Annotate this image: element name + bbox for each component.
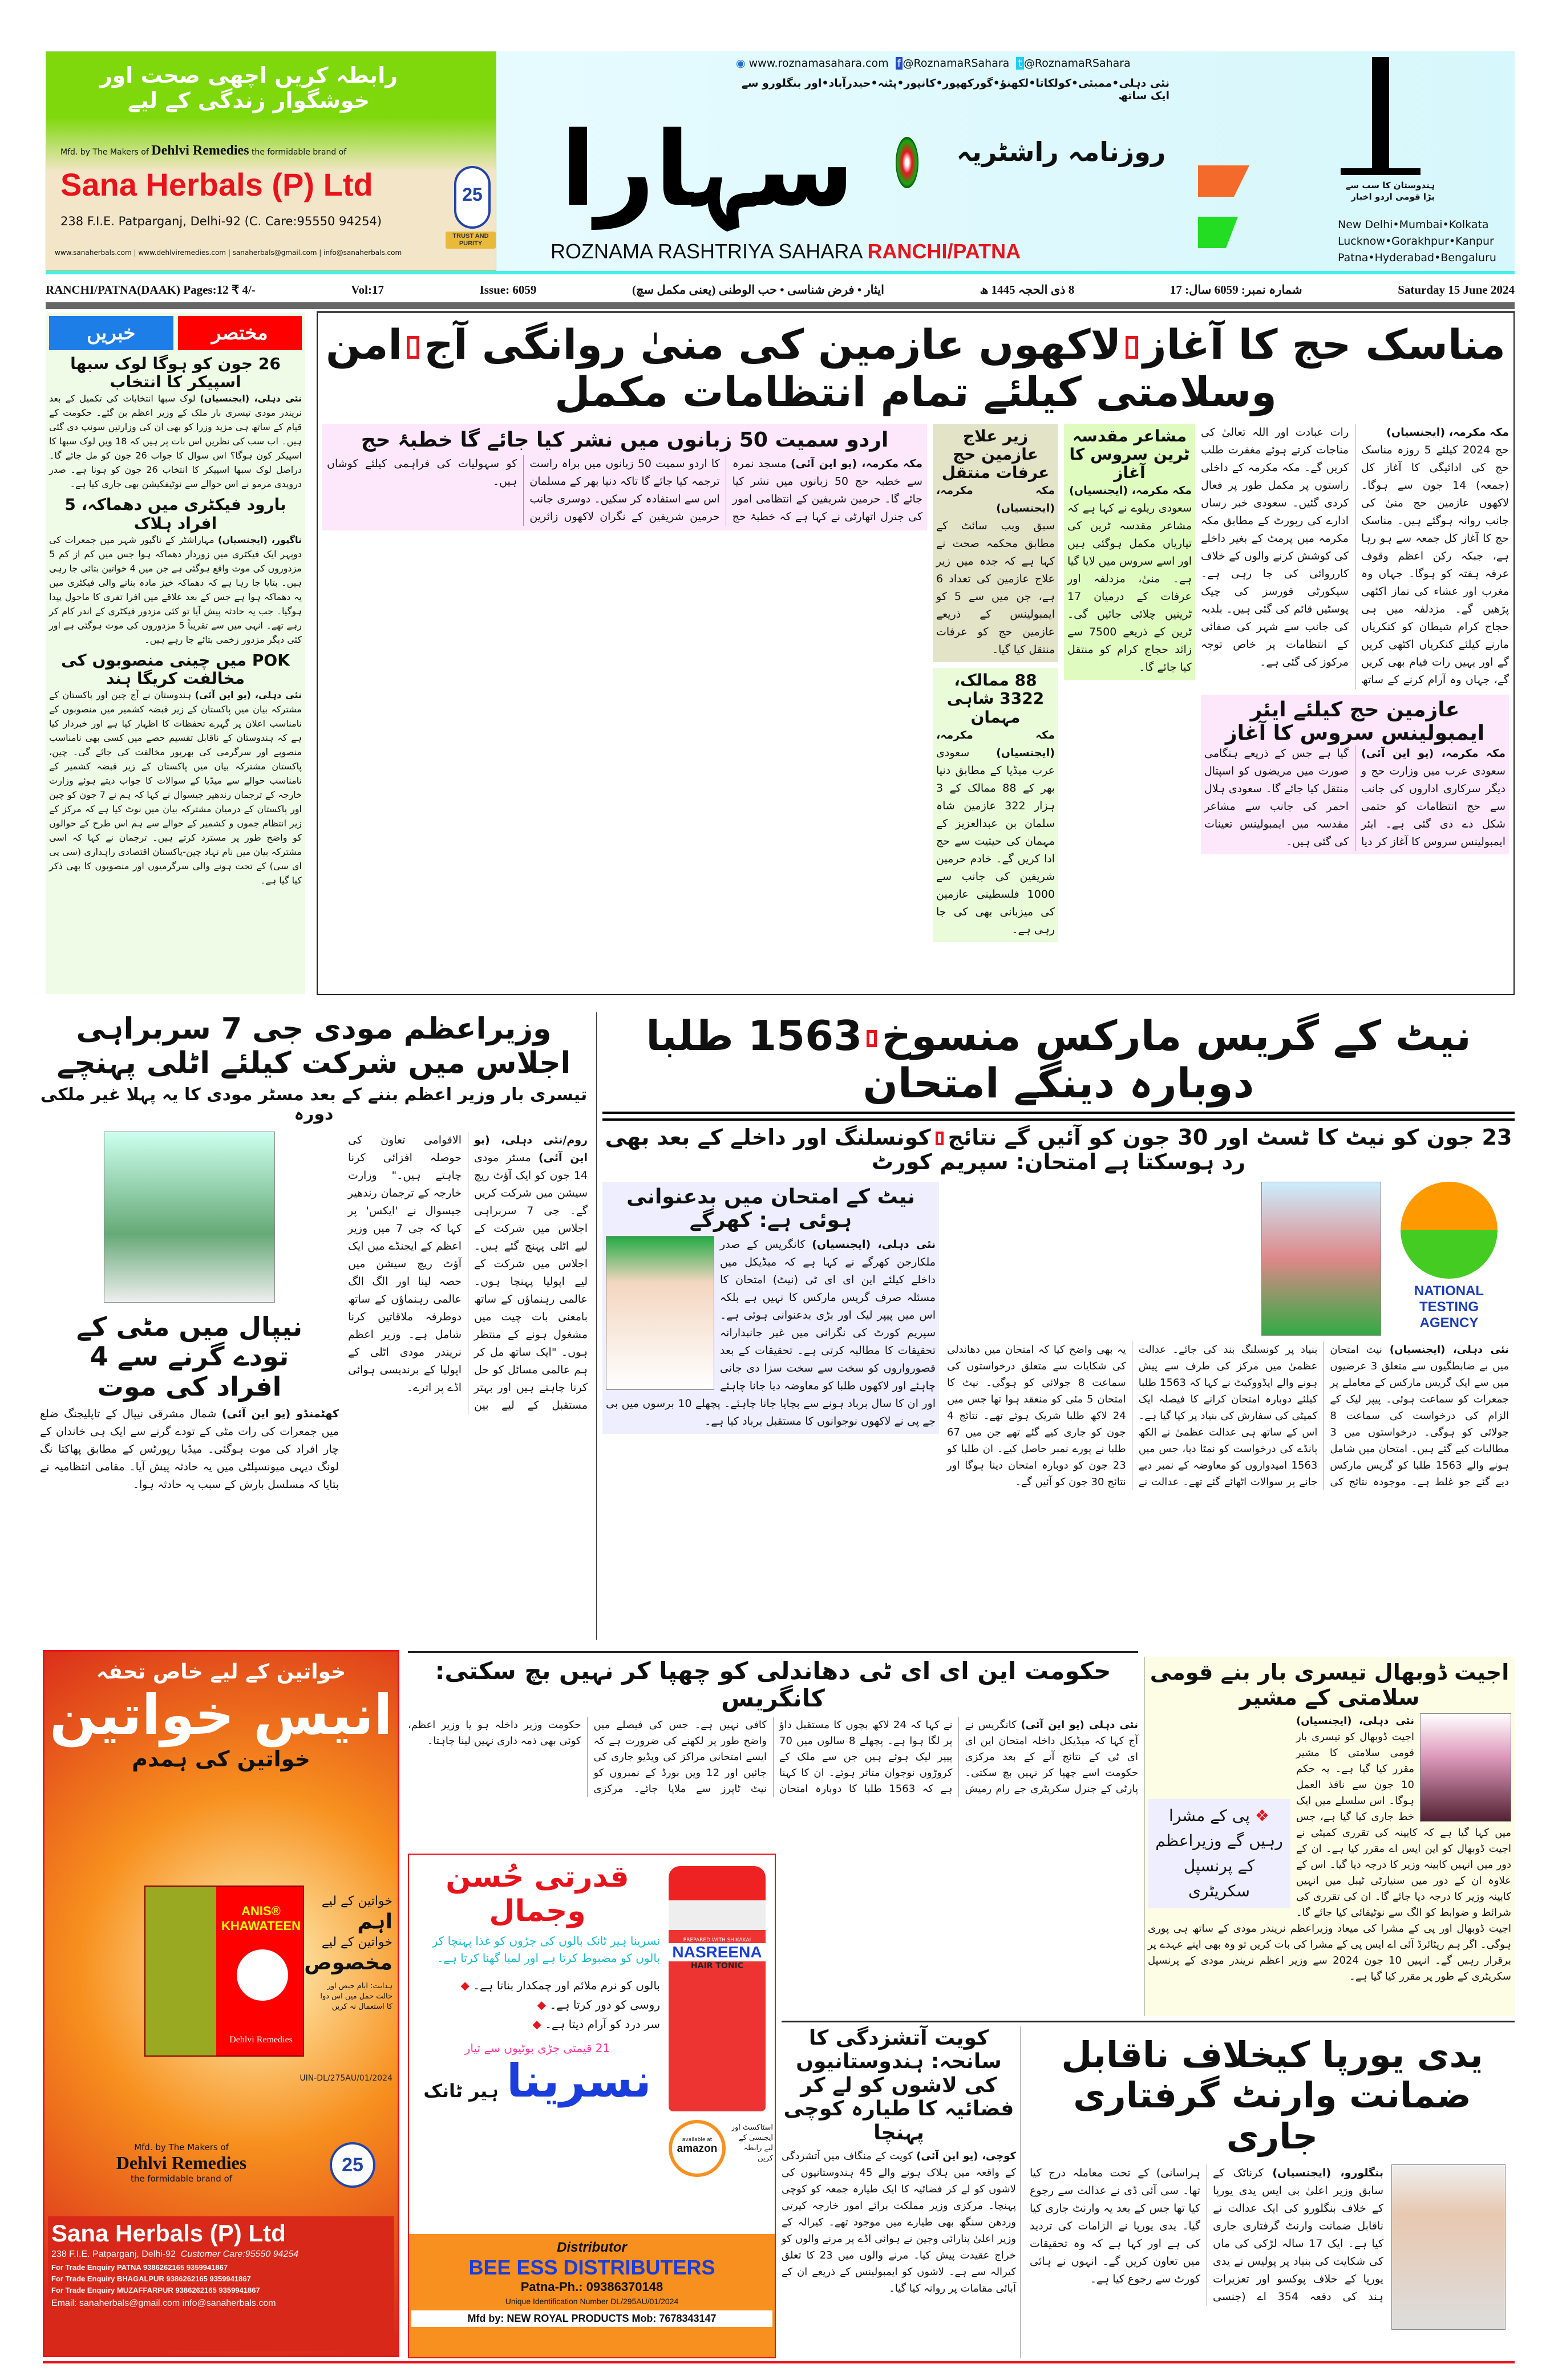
- nepal-story: [40, 1308, 339, 1494]
- edition-line: Patna•Hyderabad•Bengaluru: [1338, 252, 1496, 264]
- nta-check-icon: [1401, 1182, 1498, 1279]
- manufacturer: Mfd by: NEW ROYAL PRODUCTS Mob: 7678343147: [411, 2310, 772, 2327]
- dateline-rule: [46, 302, 1515, 309]
- neet-subhead: [602, 1125, 1515, 1175]
- distributor-block: [409, 2234, 775, 2357]
- text: بالوں کو نرم ملائم اور چمکدار بناتا ہے۔: [473, 1978, 660, 1992]
- congress-body: [408, 1717, 1138, 1797]
- hajj-lead-body: [1201, 424, 1509, 689]
- body-text: حج 2024 کیلئے 5 روزہ مناسک حج کی ادائیگی کا آغاز کل (جمعہ) 14 جون سے ہوگا۔ لاکھوں عازمین حج منیٰ کی جانب روانہ ہوگئے ہیں۔ مناسک حج کا آغاز کل جمعہ سے ہو رہا ہے، جبکہ رکن اعظم وقوف عرفہ ہفتہ کو ہوگا۔ جہاں وہ مغرب اور عشاء کی نماز اکٹھی پڑھیں گے۔ مزدلفہ میں ہی حجاج کرام شیطان کو کنکریاں مارنے کیلئے کنکریاں اکٹھی کریں گے اور یہیں رات قیام بھی کریں گے، جہاں وہ آرام کرنے کے ساتھ رات عبادت اور اللہ تعالیٰ کی مناجات کرتے ہوئے مغفرت طلب کریں گے۔ مکہ مکرمہ کے داخلی راستوں پر مکمل طور پر فعال کردی گئیں۔ سعودی خبر رساں ادارے کی رپورٹ کے مطابق مکہ مکرمہ میں پرمٹ کے بغیر داخلے کی کوشش کرنے والوں کے خلاف کارروائی کی جا رہی ہے۔ سیکورٹی فورسز کی چیک پوسٹیں قائم کی گئی ہیں۔ بلدیہ کی جانب سے شہر کی صفائی کے انتظامات پر خاص توجہ مرکوز کی گئی ہے۔: [1201, 425, 1509, 686]
- text: For Trade Enquiry: [51, 2274, 115, 2283]
- formidable-text: the formidable brand of: [130, 2174, 233, 2184]
- text: 9359941867: [186, 2263, 228, 2272]
- sub-body: [936, 482, 1055, 659]
- bullet: سر درد کو آرام دیتا ہے۔ ◆: [532, 2017, 660, 2031]
- sub-headline: اردو سمیت 50 زبانوں میں نشر کیا جائے گا خطبۂ حج: [361, 428, 889, 452]
- nta-name: NATIONAL TESTING AGENCY: [1414, 1283, 1484, 1331]
- box-face-icon: [237, 1949, 288, 2001]
- ad-uin: Unique Identification Number DL/295AU/01/2024: [505, 2297, 679, 2306]
- text: For Trade Enquiry: [51, 2263, 115, 2272]
- english-name-text: ROZNAMA RASHTRIYA SAHARA: [551, 240, 862, 263]
- ad-tagline: رابطہ کریں اچھی صحت اور خوشگوار زندگی کے لیے: [99, 63, 398, 113]
- edition-price: RANCHI/PATNA(DAAK) Pages:12 ₹ 4/-: [46, 282, 256, 297]
- dateline: روم/نئی دہلی، (یو این آئی): [474, 1133, 588, 1164]
- body-text: اجیت ڈوبھال کو تیسری بار قومی سلامتی کا مشیر مقرر کیا گیا ہے۔ یہ حکم 10 جون سے نافذ العمل ہوگا۔ اس سلسلے میں ایک خط جاری کیا گیا ہے، جس میں کہا گیا ہے کہ کابینہ کی تقرری کمیٹی نے اجیت ڈوبھال کو این ایس اے مقرر کیا ہے۔ ان کے دور میں انہیں کابینہ وزیر کا درجہ دیا گیا۔ اس کے علاوہ ان کے دور میں سنیارٹی ٹیبل میں انہیں کابینہ وزیر کا درجہ دیا جائے گا۔ ان کی تقرری کی شرائط و ضوابط کو الگ سے نوٹیفائی کیا جائے گا۔ اجیت ڈوبھال اور پی کے مشرا کی میعاد وزیراعظم نریندر مودی کے ساتھ ہی پوری ہوگی۔ اگر ہم ریٹائرڈ آئی اے ایس پی کے مشرا کی بات کریں تو وہ بھی اپنے عہدے پر برقرار رہیں گے۔ انہیں 10 جون 2024 سے وزیر اعظم نریندر مودی کے پرنسپل سکریٹری کے طور پر مقرر کیا گیا ہے۔: [1148, 1731, 1511, 1983]
- edition-line: Lucknow•Gorakhpur•Kanpur: [1338, 235, 1494, 248]
- headline-part: مناسک حج کا آغاز: [1143, 321, 1506, 368]
- dateline: نئی دہلی (یو این آئی): [1021, 1718, 1138, 1731]
- sahara-logo: سہارا: [560, 110, 855, 229]
- hair-tonic-bottle: [669, 1866, 766, 2111]
- nepal-body: [40, 1405, 339, 1494]
- side-line: خواتین کے لیے: [321, 1935, 392, 1949]
- twitter-handle[interactable]: @RoznamaRSahara: [1023, 57, 1131, 70]
- hajj-headline: [322, 318, 1509, 424]
- dateline: مکہ مکرمہ، (ایجنسیاں): [1386, 425, 1509, 439]
- red-square-icon: [407, 336, 419, 359]
- volume: Vol:17: [351, 282, 384, 297]
- kuwait-body: [782, 2148, 1016, 2297]
- supreme-court-photo: [1261, 1182, 1381, 1336]
- body-text: شمال مشرقی نیپال کے تاپلیجنگ ضلع میں جمعرات کی رات مٹی کے تودے گرنے سے ایک ہی خاندان کے چار افراد کی موت ہوگئی۔ میڈیا رپورٹس کے مطابق پھاکتا نگ لونگ دیہی میونسپلٹی میں یہ حادثہ پیش آیا۔ مقامی انتظامیہ نے بتایا کہ مسلسل بارش کے سبب یہ حادثہ ہوا۔: [40, 1408, 339, 1491]
- edition-line: New Delhi•Mumbai•Kolkata: [1338, 218, 1489, 231]
- bottle-sub: HAIR TONIC: [690, 1961, 744, 1971]
- modi-left-column: [40, 1132, 339, 1494]
- text: 9386262165: [166, 2274, 208, 2283]
- red-square-icon: [867, 1030, 877, 1047]
- ad-uin: UIN-DL/275AU/01/2024: [300, 2074, 392, 2083]
- company-name: Sana Herbals (P) Ltd: [51, 2220, 286, 2247]
- dateline-bar: [46, 278, 1515, 301]
- ad-footer: [48, 2216, 394, 2351]
- hajj-middle-column: [933, 424, 1058, 942]
- brand-text: Dehlvi Remedies: [116, 2152, 247, 2173]
- body-text: نیٹ امتحان میں بے ضابطگیوں سے متعلق 3 عرضیوں میں سے ایک گریس مارکس کے معاملے پر جمعرات کو سماعت ہوئی۔ پیپر لیک کے الزام کی درخواست کی سماعت 8 جولائی کو ہوگی۔ درخواستوں میں 3 مطالبات کیے گئے ہیں۔ امتحان میں شامل ہونے والے 1563 طلبا کو گریس مارکس دیے گئے جو غلط ہے۔ موجودہ نتائج کی بنیاد پر کونسلنگ بند کی جائے۔ عدالت عظمیٰ میں مرکز کی طرف سے پیش ہونے والے ایڈووکیٹ نے کہا کہ 1563 طلبا کیلئے دوبارہ امتحان کرانے کا فیصلہ ایک کمیٹی کی سفارش کی بنیاد پر کیا گیا ہے۔ اس کے ساتھ ہی عدالت عظمیٰ نے الکھ پانڈے کی درخواست کو نمٹا دیا، جس میں 1563 امیدواروں کو معاوضہ کے نمبر دیے جانے پر سوالات اٹھائے گئے تھے۔ عدالت نے یہ بھی واضح کیا کہ امتحان میں دھاندلی کی شکایات سے متعلق درخواستوں کی سماعت 8 جولائی کو ہوگی۔ نیٹ کا امتحان 5 مئی کو منعقد ہوا تھا جس میں 24 لاکھ طلبا شریک ہوئے تھے۔ نتائج 4 جون کو جاری کیے گئے تھے جن میں 67 طلبا نے پورے نمبر حاصل کیے۔ ان طلبا کو 23 جون کو دوبارہ امتحان دینا ہوگا اور نتائج 30 جون کو آئیں گے۔: [947, 1343, 1509, 1488]
- sun-emblem: [896, 137, 918, 188]
- logo-stroke: [1372, 57, 1389, 171]
- hajj-right-column: [1201, 424, 1509, 855]
- kharge-headline: نیٹ کے امتحان میں بدعنوانی ہوئی ہے: کھرگے: [626, 1185, 915, 1232]
- side-line: مخصوص: [304, 1951, 392, 1974]
- website-link[interactable]: www.roznamasahara.com: [748, 57, 889, 70]
- hajj-patients-story: [933, 424, 1058, 663]
- sub-logo-urdu: روزنامہ راشٹریہ: [956, 136, 1166, 167]
- nta-logo: [1389, 1182, 1509, 1336]
- brief-story: [49, 651, 302, 887]
- facebook-icon: f: [896, 57, 903, 70]
- facebook-handle[interactable]: @RoznamaRSahara: [903, 57, 1010, 70]
- modi-headline: وزیراعظم مودی جی 7 سربراہی اجلاس میں شرکت کیلئے اٹلی پہنچے: [56, 1012, 571, 1080]
- sub-body: [327, 455, 922, 526]
- brand-urdu: نسرینا: [506, 2054, 651, 2107]
- distributor-name: BEE ESS DISTRIBUTERS: [468, 2256, 715, 2279]
- address-line: [51, 2249, 391, 2260]
- body-text: کانگریس نے آج کہا کہ میڈیکل داخلہ امتحان این ای ای ٹی کے نتائج آنے کے بعد مرکزی حکومت اسے چھپا کر نہیں بچ سکتی۔ پارٹی کے جنرل سکریٹری جے رام رمیش نے کہا کہ 24 لاکھ بچوں کا مستقبل داؤ پر لگا ہوا ہے۔ پچھلے 8 سالوں میں 70 پیپر لیک ہوئے ہیں جن سے ملک کے کروڑوں نوجوان متاثر ہوئے۔ ان کا کہنا ہے کہ 1563 طلبا کا دوبارہ امتحان کافی نہیں ہے۔ جس کی فیصلے میں واضح طور پر لکھنے کی ضرورت ہے کہ ایسے امتحانی مراکز کی ویڈیو جاری کی جائیں اور 12 ویں بورڈ کے نمبروں کو نیٹ ٹاپرز سے ملایا جائے۔ مرکزی حکومت وزیر داخلہ ہو یا وزیر اعظم، کوئی بھی ذمہ داری نہیں لینا چاہتا۔: [408, 1718, 1138, 1795]
- modi-photo: [104, 1132, 275, 1303]
- ad-top: خواتین کے لیے خاص تحفہ: [96, 1660, 346, 1684]
- hajj-ambulance-story: [1201, 695, 1509, 855]
- sub-headline: زیر علاج عازمین حج عرفات منتقل: [941, 426, 1050, 482]
- customer-care: Customer Care:95550 94254: [180, 2249, 299, 2259]
- address: 238 F.I.E. Patparganj, Delhi-92: [51, 2249, 176, 2259]
- text: BHAGALPUR: [116, 2274, 164, 2283]
- neet-images: [947, 1182, 1509, 1336]
- body-text: مسٹر مودی 14 جون کو ایک آؤٹ ریچ سیشن میں شرکت کریں گے۔ جی 7 سربراہی اجلاس میں شرکت کے لیے اٹلی پہنچ گئے ہیں۔ اجلاس میں شرکت کے لیے اپولیا پہنچا ہوں۔ عالمی رہنماؤں کے ساتھ بامعنی بات چیت میں مشغول ہونے کے منتظر ہوں۔ "ایک ساتھ مل کر ہم عالمی مسائل کو حل کرنا چاہتے ہیں اور بہتر مستقبل کے لیے بین الاقوامی تعاون کی حوصلہ افزائی کرنا چاہتے ہیں۔" وزارت خارجہ کے ترجمان رندھیر جیسوال نے 'ایکس' پر کہا کہ جی 7 میں وزیر اعظم کے ایجنڈے میں ایک آؤٹ ریچ سیشن میں حصہ لینا اور الگ الگ عالمی رہنماؤں کے ساتھ دوطرفہ ملاقاتیں کرنا شامل ہے۔ وزیر اعظم نریندر مودی اٹلی کے اپولیا کے برندیسی ہوائی اڈے پر اترے۔: [348, 1133, 588, 1412]
- badge-number: 25: [330, 2142, 375, 2188]
- neet-headline: [602, 1012, 1515, 1107]
- ad-herbs: 21 قیمتی جڑی بوٹیوں سے تیار: [464, 2041, 610, 2055]
- brief-headline: 26 جون کو ہوگا لوک سبھا اسپیکر کا انتخاب: [70, 354, 281, 392]
- amazon-badge: [669, 2120, 726, 2177]
- brief-headline: بارود فیکٹری میں دھماکہ، 5 افراد ہلاک: [64, 495, 286, 533]
- distributor-phone: Patna-Ph.: 09386370148: [520, 2280, 663, 2294]
- modi-body: [348, 1132, 588, 1414]
- doval-story: [1144, 1657, 1515, 2016]
- brand-lockup: [415, 2055, 660, 2107]
- brief-text: ہندوستان نے آج چین اور پاکستان کے مشترکہ بیان میں پاکستان کے زیر قبضہ کشمیر میں منصوبوں کے نامناسب اعلان پر گہرے تحفظات کا اظہار کیا ہے اور خبردار کیا ہے کہ ہندوستان کے ناقابل تقسیم حصے میں کسی بھی نامناسب منصوبے اور سرگرمی کی بھرپور مخالفت کی جائے گی۔ چین، پاکستان مشترکہ بیان میں پاکستان کے زیر قبضہ کشمیر کے نامناسب حوالے سے میڈیا کے سوالات کا جواب دیتے ہوئے وزارت خارجہ کے ترجمان رندھیر جیسوال نے کہا کہ ہم نے 7 جون کو چین اور پاکستان کے درمیان مشترکہ بیان میں نوٹ کیا ہے کہ مرکز کے زیر انتظام جموں و کشمیر کے حوالے سے ہم اس طرح کے حوالوں کو واضح طور پر مسترد کرتے ہیں۔ ترجمان نے کہا کہ اسی مشترکہ بیان میں نام نہاد چین-پاکستان اقتصادی راہداری (سی پی ای سی) کے تحت ہونے والی سرگرمیوں اور منصوبوں کا بھی ذکر کیا گیا ہے۔: [49, 690, 302, 886]
- tagline-urdu: ہندوستان کا سب سے بڑا قومی اردو اخبار: [1345, 180, 1435, 202]
- neet-right-column: [947, 1182, 1509, 1490]
- yeddy-body: [1030, 2164, 1383, 2306]
- editions-list: [1338, 217, 1496, 266]
- body-text: سعودی ریلوے نے کہا ہے کہ مشاعر مقدسہ ٹرین کی تیاریاں مکمل ہوگئی ہیں اور اسے سروس میں لایا گیا ہے۔ منیٰ، مزدلفہ اور عرفات کے درمیان 17 ٹرینیں چلائی جائیں گی۔ ٹرین کے ذریعے 7500 سے زائد حجاج کرام کو منتقل کیا جائے گا۔: [1067, 502, 1192, 674]
- amazon-small: available at: [682, 2137, 713, 2143]
- text: سر درد کو آرام دیتا ہے۔: [545, 2017, 660, 2031]
- headline-part: نیٹ کے گریس مارکس منسوخ: [881, 1012, 1471, 1060]
- kharge-photo: [606, 1236, 714, 1390]
- ad-desc: نسرینا ہیر ٹانک بالوں کی جڑوں کو غذا پہنچا کر بالوں کو مضبوط کرتا ہے اور لمبا گھنا کرتا ہے۔: [432, 1933, 660, 1965]
- dateline: کھٹمنڈو (یو این آئی): [221, 1408, 339, 1421]
- yeddy-photo: [1391, 2164, 1506, 2330]
- masthead-ad: [46, 51, 496, 271]
- double-rule: [602, 1112, 1515, 1121]
- brief-story: [49, 496, 302, 646]
- ad-note: ہدایت: ایام حیض اور حالت حمل میں اس دوا کا استعمال نہ کریں: [320, 1982, 392, 2011]
- brief-headline: POK میں چینی منصوبوں کی مخالفت کریگا ہند: [61, 650, 290, 688]
- bullet: بالوں کو نرم ملائم اور چمکدار بناتا ہے۔ ◆: [460, 1978, 660, 1992]
- brief-story: [49, 355, 302, 491]
- ad-title: انیس خواتین: [49, 1683, 393, 1748]
- mfd-text: Mfd. by The Makers of: [60, 148, 149, 157]
- pk-mishra-callout: [1148, 1799, 1290, 1908]
- text: PATNA: [116, 2263, 141, 2272]
- dateline: مکہ مکرمہ، (ایجنسیاں): [936, 484, 1055, 515]
- body-text: کانگریس کے صدر ملکارجن کھرگے نے کہا ہے کہ میڈیکل میں داخلے کیلئے این ای ای ٹی (نیٹ) امتحان کا مسئلہ صرف گریس مارکس کا نہیں ہے بلکہ اس میں پیپر لیک اور بڑی بدعنوانی ہوئی ہے۔ سپریم کورٹ کی نگرانی میں غیر جانبدارانہ تحقیقات کا مطالبہ کرتی ہے۔ تحقیقات کے بعد قصورواروں کو سخت سے سخت سزا دی جانی چاہئے اور لاکھوں طلبا کو معاوضہ دیا جانا چاہئے اور ان کا سال برباد ہونے سے بچایا جانا چاہئے۔ پچھلے 10 برسوں میں بی جے پی نے لاکھوں نوجوانوں کا مستقبل برباد کیا ہے۔: [606, 1238, 936, 1428]
- issue: Issue: 6059: [479, 282, 537, 297]
- ad-mfd: [60, 143, 346, 159]
- brand-sub: ہیر ٹانک: [423, 2079, 499, 2102]
- trade-row: [51, 2273, 391, 2285]
- bottle-top: PREPARED WITH SHIKAKAI: [683, 1937, 751, 1943]
- logo-stroke: [1341, 168, 1421, 175]
- distributor-label: Distributor: [557, 2240, 627, 2255]
- badge-ribbon: TRUST AND PURITY: [446, 232, 496, 249]
- body-text: کویت کے منگاف میں آتشزدگی کے واقعہ میں ہلاک ہونے والے 45 ہندوستانیوں کی لاشوں کو لے کر فضائیہ کا ایک طیارہ جمعہ کو کوچی پہنچا۔ مرکزی وزیر مملکت برائے امور خارجہ کیرتی وردھن سنگھ بھی طیارے میں موجود تھے۔ کیرالہ کے وزیر اعلیٰ پنارائی وجین نے ہوائی اڈے پر مرنے والوں کو خراج عقیدت پیش کیا۔ مرنے والوں میں 23 کا تعلق کیرالہ سے ہے۔ لاشوں کو ایمبولینس کے ذریعے ان کے آبائی مقامات پر روانہ کیا گیا۔: [782, 2150, 1017, 2294]
- brief-body: [49, 533, 302, 647]
- side-line: خواتین کے لیے: [321, 1894, 392, 1908]
- body-text: سبق ویب سائٹ کے مطابق محکمہ صحت نے کہا ہے کہ جدہ میں زیر علاج عازمین کی تعداد 6 ہے، جن میں سے 5 کو ایمبولینس کے ذریعے عازمین حج کو عرفات منتقل کیا گیا۔: [936, 520, 1055, 656]
- headline-part: لاکھوں عازمین کی منیٰ روانگی آج: [424, 321, 1122, 368]
- box-name: ANIS® KHAWATEEN: [221, 1904, 301, 1933]
- sub-body: [1204, 745, 1506, 851]
- modi-story: [40, 1012, 588, 1640]
- globe-icon: ◉: [736, 57, 746, 70]
- congress-headline: حکومت این ای ای ٹی دھاندلی کو چھپا کر نہیں بچ سکتی: کانگریس: [435, 1657, 1111, 1713]
- urdu-issue: شمارہ نمبر: 6059 سال: 17: [1169, 282, 1302, 297]
- dateline: مکہ مکرمہ، (ایجنسیاں): [936, 728, 1055, 759]
- body-text: کرناٹک کے سابق وزیر اعلیٰ بی ایس یدی یورپا کے خلاف بنگلورو کی ایک عدالت نے ناقابل ضمانت وارنٹ گرفتاری جاری کیا ہے۔ ایک 17 سالہ لڑکی کی ماں کی شکایت کی بنیاد پر پولیس نے یدی یورپا کے خلاف پوکسو اور تعزیرات ہند کی دفعہ 354 اے (جنسی ہراسانی) کے تحت معاملہ درج کیا تھا۔ سی آئی ڈی نے عدالت سے رجوع کیا تھا جس کے بعد یہ وارنٹ جاری کیا گیا۔ یدی یورپا نے الزامات کی تردید کی ہے اور کہا ہے کہ وہ تحقیقات میں تعاون کریں گے۔ انہوں نے ہائی کورٹ سے رجوع کیا ہے۔: [1030, 2166, 1383, 2303]
- page-bottom-rule: [43, 2361, 1515, 2363]
- kuwait-headline: کویت آتشزدگی کا سانحہ: ہندوستانیوں کی لاشوں کو لے کر فضائیہ کا طیارہ کوچی پہنچا: [783, 2026, 1014, 2144]
- number-one-logo: [1341, 57, 1421, 177]
- subhead-part: 23 جون کو نیٹ کا ٹسٹ اور 30 جون کو آئیں گے نتائج: [948, 1124, 1512, 1150]
- brief-body: [49, 391, 302, 491]
- brief-text: لوک سبھا انتخابات کی تکمیل کے بعد نریندر مودی تیسری بار ملک کے وزیر اعظم بن گئے۔ حکومت کے قیام کے ساتھ ہی مزید وزرا کو بھی ان کی وزارتیں سونپ دی گئی ہیں۔ اب سب کی نظریں اس بات پر ہیں کہ 18 ویں لوک سبھا کا اسپیکر کون ہوگا؟ اس سوال کا جواب 26 جون کو مل جائے گا۔ دراصل لوک سبھا اسپیکر کا انتخاب 26 جون کو ہونا ہے۔ صدر دروپدی مرمو نے اس حوالے سے نوٹیفکیشن بھی جاری کیا ہے۔: [49, 393, 302, 490]
- congress-story: [408, 1651, 1138, 1848]
- side-line: اہم: [357, 1910, 392, 1933]
- dateline: نئی دہلی، (ایجنسیاں): [812, 1238, 936, 1251]
- dateline: کوچی، (یو این آئی): [916, 2150, 1016, 2162]
- mfd-text: Mfd. by The Makers of: [134, 2142, 229, 2152]
- cities-urdu: نئی دہلی•ممبئی•کولکاتا•لکھنؤ•گورکھپور•کانپور•پٹنہ•حیدرآباد•اور بنگلورو سے ایک ساتھ: [741, 77, 1169, 102]
- dateline: نئی دہلی، (ایجنسیاں): [1296, 1715, 1414, 1728]
- ad-maker: [56, 2142, 307, 2184]
- dateline: نئی دہلی، (ایجنسیاں): [1389, 1343, 1509, 1356]
- hajj-khutba-story: [322, 424, 927, 530]
- hijri-date: 8 ذی الحجہ 1445 ھ: [980, 282, 1075, 297]
- ad-stockist: اسٹاکسٹ اور ایجنسی کے لیے رابطہ کریں: [731, 2123, 773, 2163]
- bullet: روسی کو دور کرتا ہے۔ ◆: [537, 1997, 660, 2012]
- text: MUZAFFARPUR: [116, 2286, 173, 2294]
- red-square-icon: [1126, 336, 1138, 359]
- badge-number: 25: [462, 184, 483, 205]
- yediyurappa-story: [1030, 2026, 1515, 2358]
- doval-photo: [1420, 1713, 1511, 1822]
- sub-headline: عازمین حج کیلئے ایئر ایمبولینس سروس کا آغاز: [1225, 698, 1485, 745]
- date: Saturday 15 June 2024: [1398, 282, 1515, 297]
- ad-title: قدرتی حُسن وجمال: [446, 1860, 629, 1928]
- callout-text: پی کے مشرا رہیں گے وزیراعظم کے پرنسپل سکریٹری: [1155, 1806, 1283, 1901]
- text: 9359941867: [209, 2274, 251, 2283]
- subhead-part: کونسلنگ اور داخلے کے بعد بھی رد ہوسکتا ہے امتحان: سپریم کورٹ: [605, 1124, 1246, 1175]
- text: 9386262165: [143, 2263, 185, 2272]
- kharge-story: [602, 1182, 939, 1434]
- nepal-headline: نیپال میں مٹی کے تودے گرنے سے 4 افراد کی موت: [76, 1311, 303, 1402]
- modi-columns: [40, 1132, 588, 1494]
- masthead-rule: [46, 271, 1515, 274]
- sub-headline: 88 ممالک، 3322 شاہی مہمان: [946, 671, 1045, 727]
- headline-part: 1563 طلبا دوبارہ دینگے امتحان: [646, 1012, 1254, 1107]
- english-name: [551, 240, 1021, 263]
- diamond-icon: ❖: [1254, 1806, 1269, 1826]
- hajj-guests-story: [933, 668, 1058, 942]
- product-box: [144, 1886, 304, 2057]
- red-square-icon: [936, 1132, 944, 1145]
- text: 9359941867: [218, 2286, 260, 2294]
- dateline: مکہ مکرمہ، (یو این آئی): [790, 457, 922, 470]
- hajj-columns: [322, 424, 1509, 942]
- brief-news-sidebar: [46, 313, 305, 994]
- sub-body: [936, 727, 1055, 939]
- text: For Trade Enquiry: [51, 2286, 115, 2294]
- edition-text: RANCHI/PATNA: [867, 240, 1021, 263]
- brief-body: [49, 688, 302, 887]
- hajj-train-story: [1064, 424, 1195, 680]
- sub-body: [1067, 482, 1192, 676]
- neet-columns: [602, 1182, 1515, 1490]
- section-rule: [782, 2021, 1515, 2022]
- text: روسی کو دور کرتا ہے۔: [549, 1997, 660, 2012]
- social-row: [736, 57, 1131, 70]
- brief-dateline: نئی دہلی، (یو این آئی): [195, 690, 302, 701]
- sidebar-title-khabrein: خبریں: [49, 316, 173, 350]
- sidebar-header: [49, 316, 302, 350]
- neet-story: [596, 1012, 1515, 1640]
- ad-email: Email: sanaherbals@gmail.com info@sanaherbals.com: [51, 2298, 276, 2308]
- modi-subhead: تیسری بار وزیر اعظم بننے کے بعد مسٹر مودی کا یہ پہلا غیر ملکی دورہ: [40, 1084, 588, 1125]
- ad-company: Sana Herbals (P) Ltd: [60, 167, 373, 202]
- brief-dateline: ناگپور، (ایجنسیاں): [218, 534, 302, 545]
- doval-headline: اجیت ڈوبھال تیسری بار بنے قومی سلامتی کے مشیر: [1150, 1660, 1509, 1710]
- twitter-icon: t: [1016, 57, 1023, 70]
- flag-green: [1198, 217, 1238, 248]
- body-text: سعودی عرب میڈیا کے مطابق دنیا بھر کے 88 ممالک کے 3 ہزار 322 عازمین شاہ سلمان بن عبدالعزیز کے مہمان کی حیثیت سے حج ادا کریں گے۔ خادم حرمین شریفین کی جانب سے 1000 فلسطینی عازمین کی میزبانی بھی کی جا رہی ہے۔: [936, 746, 1055, 936]
- sub-headline: مشاعر مقدسہ ٹرین سروس کا آغاز: [1069, 426, 1190, 482]
- neet-body: [947, 1341, 1509, 1490]
- text: 9386262165: [175, 2286, 217, 2294]
- headline-part: امن وسلامتی کیلئے تمام انتظامات مکمل: [326, 321, 1277, 416]
- ad-bullets: [415, 1976, 660, 2034]
- trade-row: [51, 2262, 391, 2273]
- anis-khawateen-ad: [43, 1650, 399, 2357]
- dateline: بنگلورو، (ایجنسیاں): [1272, 2166, 1383, 2179]
- body-text: مسجد نمرہ سے خطبہ حج 50 زبانوں میں نشر کیا جائے گا۔ حرمین شریفین کے انتظامی امور کی جنرل اتھارٹی نے کہا ہے کہ خطبۂ حج کا اردو سمیت 50 زبانوں میں براہ راست ترجمہ کیا جائے گا تاکہ دنیا بھر کے مسلمان اس سے استفادہ کر سکیں۔ دوسری جانب حرمین شریفین کے نگران لاکھوں زائرین کو سہولیات کی فراہمی کیلئے کوشاں ہیں۔: [327, 457, 922, 523]
- dateline: مکہ مکرمہ، (ایجنسیاں): [1069, 484, 1192, 497]
- yeddy-columns: [1030, 2164, 1515, 2330]
- brief-text: مہاراشٹر کے ناگپور شہر میں جمعرات کی دوپہر ایک فیکٹری میں زوردار دھماکہ ہوا جس میں کم از کم 5 مزدوروں کی موت واقع ہوگئی ہے جن میں 4 خواتین بتائی جا رہی ہیں۔ بتایا جا رہا ہے کہ دھماکہ خیز مادہ بنانے والی فیکٹری میں یہ دھماکہ ہوا ہے جس کے بعد علاقے میں افرا تفری کا ماحول پیدا ہوگیا۔ جب یہ حادثہ پیش آیا تو کئی مزدور فیکٹری کے اندر کام کر رہے تھے۔ انہی میں سے تقریباً 5 مزدوروں کی موت ہوگئی ہے اور کئی دیگر مزدور زخمی بتائے جا رہے ہیں۔: [49, 534, 302, 645]
- trade-row: [51, 2285, 391, 2296]
- trade-list: [51, 2262, 391, 2296]
- ad-web: www.sanaherbals.com | www.dehlviremedies.com | sanaherbals@gmail.com | info@sanaherbals.com: [55, 249, 402, 257]
- body-text: سعودی عرب میں وزارت حج و دیگر سرکاری اداروں کی جانب سے حج انتظامات کو حتمی شکل دے دی گئی ہے۔ ایئر ایمبولینس سروس کا آغاز کر دیا گیا ہے جس کے ذریعے ہنگامی صورت میں مریضوں کو اسپتال منتقل کیا جائے گا۔ سعودی ہلال احمر کی جانب سے مشاعر مقدسہ میں ایمبولینس تعینات کی گئی ہیں۔: [1204, 747, 1506, 849]
- sidebar-title-mukhtasar: مختصر: [178, 316, 302, 350]
- ad-sub: خواتین کی ہمدم: [132, 1746, 310, 1771]
- ad-side-text: [304, 1891, 392, 2012]
- brief-dateline: نئی دہلی، (ایجنسیاں): [200, 393, 302, 404]
- flag-saffron: [1198, 165, 1249, 197]
- hajj-story: [317, 311, 1515, 995]
- motto: ایثار • فرض شناسی • حب الوطنی (یعنی مکمل سچ): [632, 282, 885, 297]
- ad-text-column: [415, 1860, 660, 2107]
- formidable-text: the formidable brand of: [252, 148, 347, 157]
- amazon-text: amazon: [677, 2143, 718, 2155]
- nasreena-ad: [408, 1854, 776, 2358]
- brand-text: Dehlvi Remedies: [151, 143, 249, 158]
- yeddy-headline: یدی یورپا کیخلاف ناقابل ضمانت وارنٹ گرفتاری جاری: [1061, 2034, 1483, 2157]
- box-brand: Dehlvi Remedies: [229, 2035, 293, 2045]
- dateline: مکہ مکرمہ، (یو این آئی): [1361, 747, 1506, 760]
- kuwait-story: [782, 2026, 1021, 2358]
- ad-address: 238 F.I.E. Patparganj, Delhi-92 (C. Care:95550 94254): [60, 214, 382, 228]
- masthead-logo-area: [496, 51, 1515, 271]
- bottle-name: NASREENA: [669, 1943, 766, 1961]
- badge-25: [454, 166, 491, 229]
